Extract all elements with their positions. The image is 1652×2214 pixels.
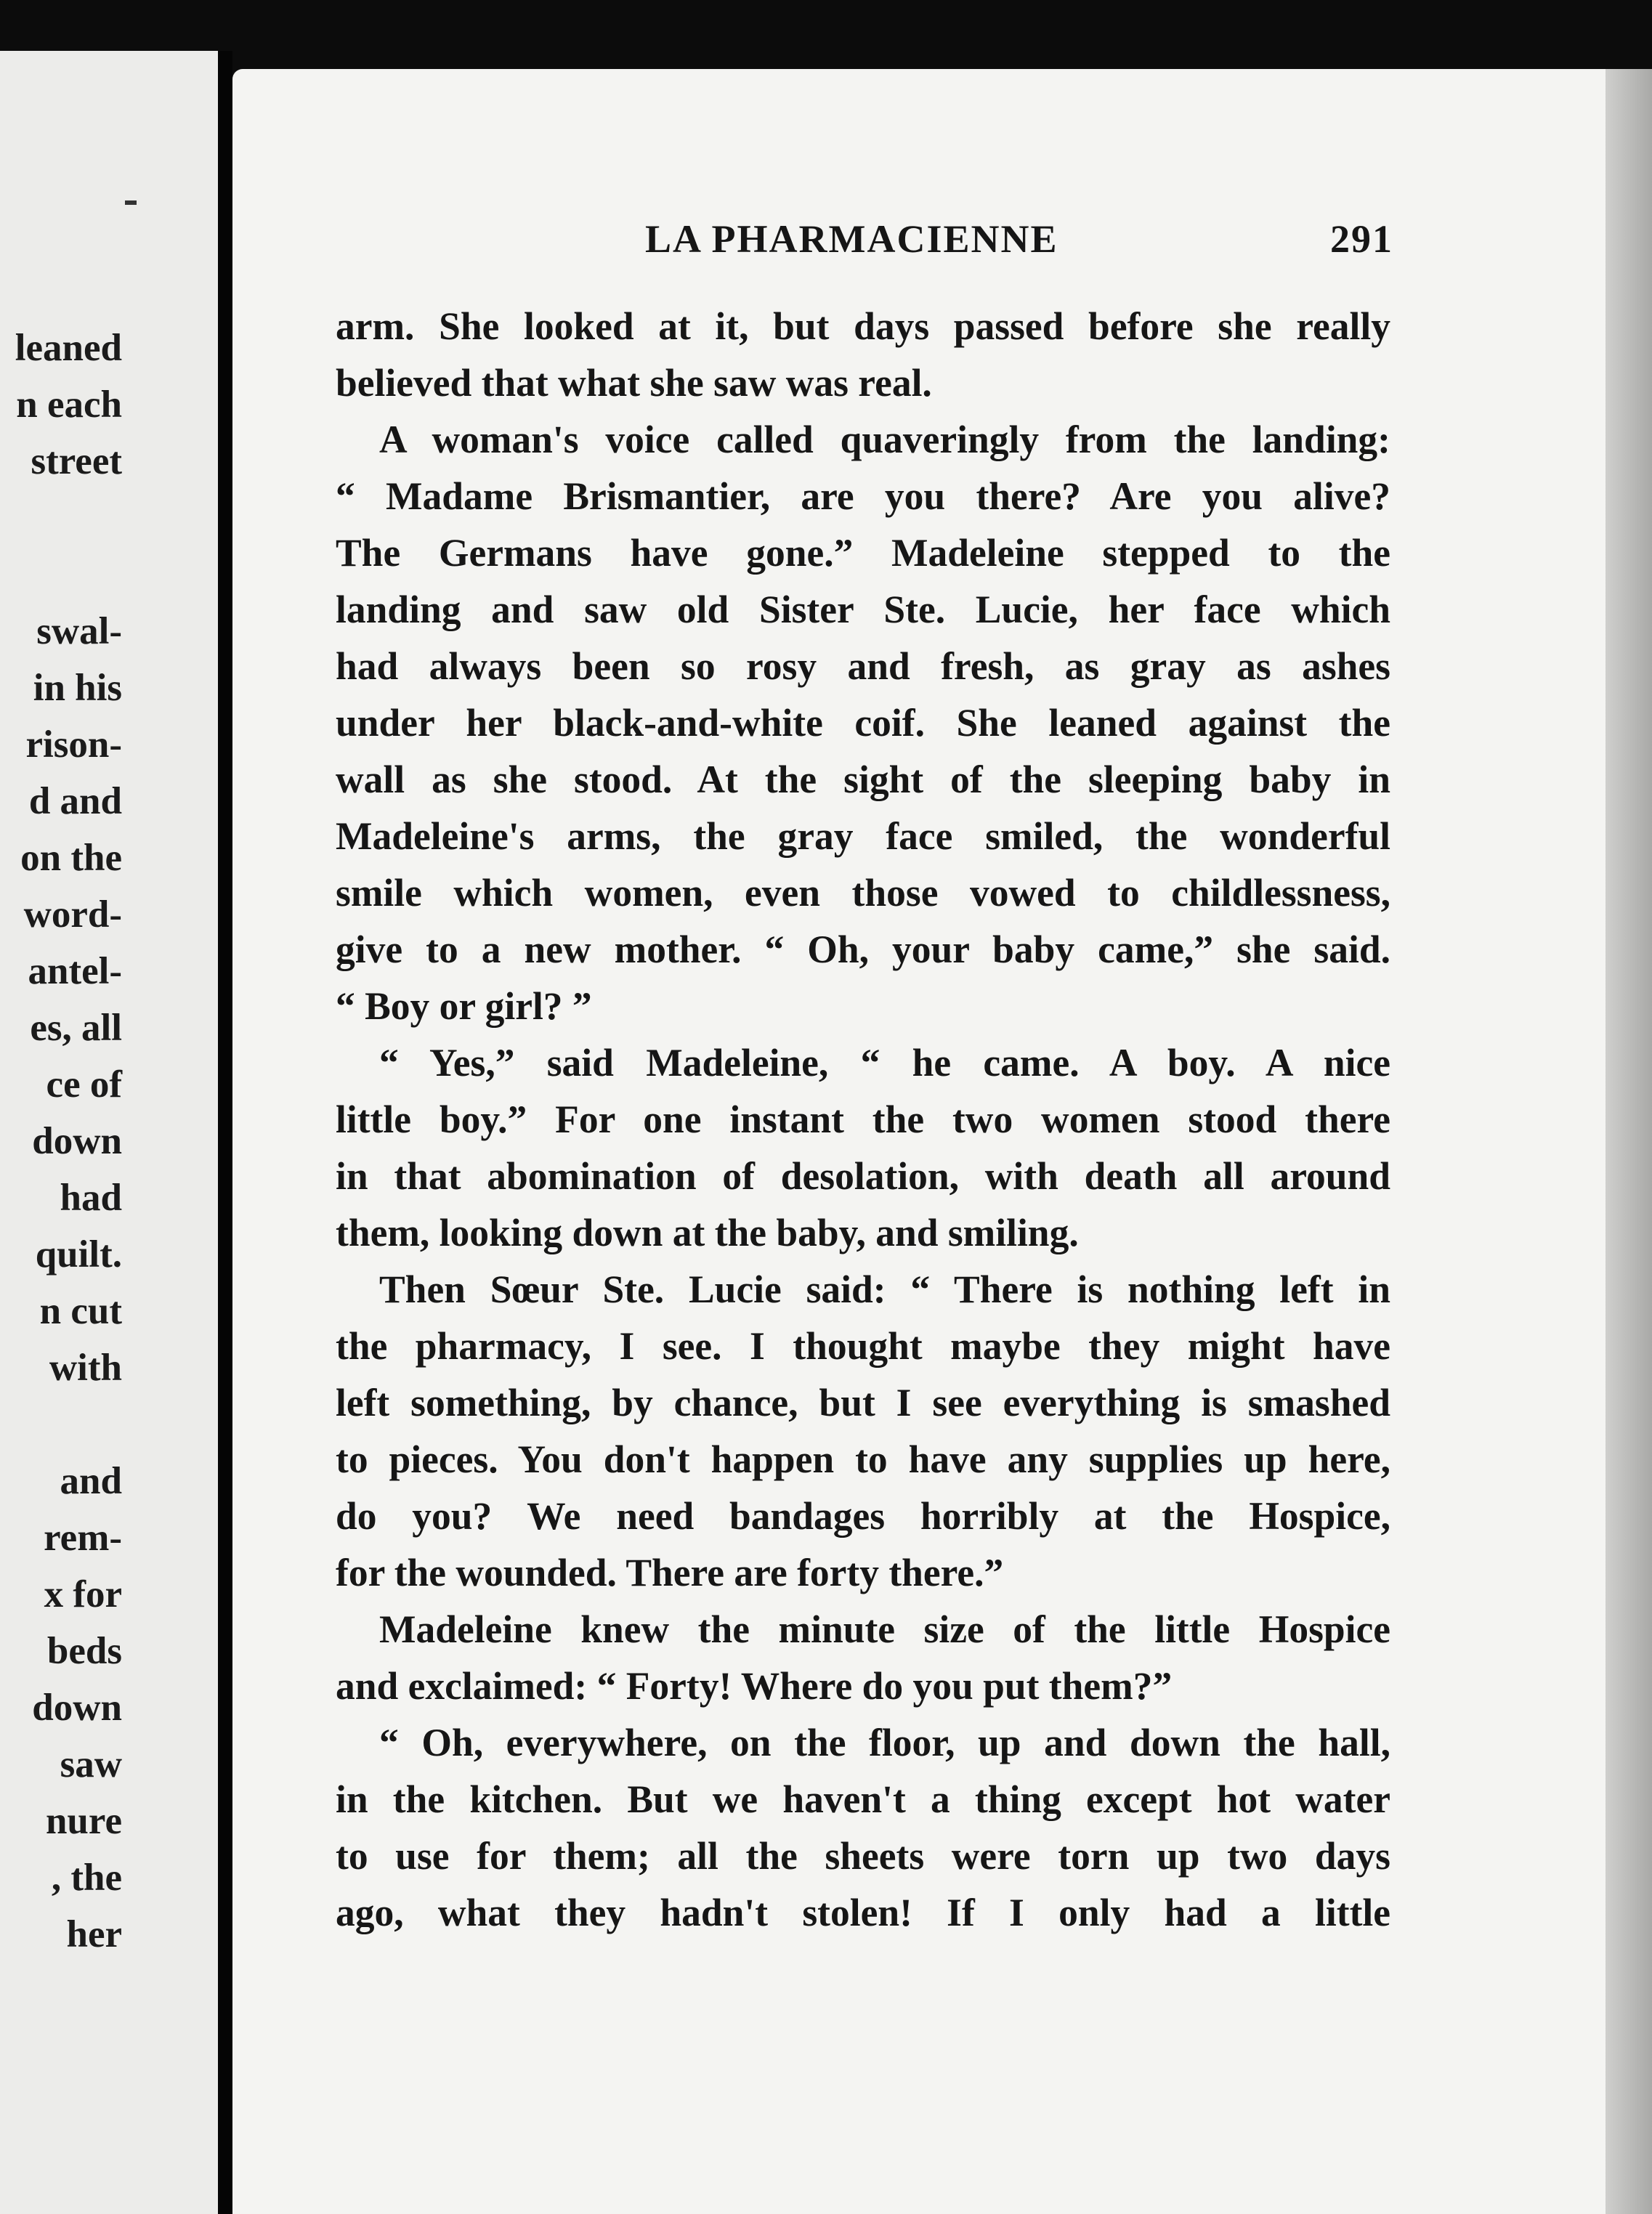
facing-page-fragment: , the: [51, 1857, 122, 1899]
facing-page-fragment: es, all: [30, 1007, 122, 1049]
body-text: [336, 298, 1390, 1941]
page-mark: [125, 200, 137, 205]
text-line: in the kitchen. But we haven't a thing except hot water: [336, 1777, 1390, 1821]
text-line: for the wounded. There are forty there.”: [336, 1551, 1004, 1594]
facing-page-fragment: beds: [46, 1630, 122, 1672]
facing-page-fragment: her: [66, 1913, 122, 1955]
text-line: under her black-and-white coif. She leaned against the: [336, 701, 1390, 745]
text-line: them, looking down at the baby, and smiling.: [336, 1211, 1079, 1254]
facing-page-fragment: swal-: [36, 610, 122, 652]
text-line: in that abomination of desolation, with death all around: [336, 1154, 1390, 1198]
facing-page-fragment: d and: [28, 780, 122, 822]
text-line: “ Oh, everywhere, on the floor, up and down the hall,: [379, 1721, 1390, 1764]
facing-page-fragment: x for: [44, 1573, 122, 1615]
text-line: the pharmacy, I see. I thought maybe they might have: [336, 1324, 1390, 1368]
page-edge: [1606, 69, 1652, 2214]
page-number: 291: [1330, 217, 1393, 261]
facing-page-fragment: in his: [33, 667, 122, 709]
text-line: give to a new mother. “ Oh, your baby came,” she said.: [336, 928, 1390, 971]
text-line: “ Boy or girl? ”: [336, 984, 592, 1028]
text-line: wall as she stood. At the sight of the sleeping baby in: [336, 758, 1390, 801]
facing-page-fragment: and: [60, 1460, 122, 1502]
facing-page-fragment: leaned: [15, 327, 122, 369]
text-line: to use for them; all the sheets were torn up two days: [336, 1834, 1390, 1878]
running-title: LA PHARMACIENNE: [645, 217, 1058, 261]
facing-page-fragment: n cut: [39, 1290, 122, 1332]
facing-page-fragment: ce of: [46, 1063, 122, 1106]
facing-page-left: [0, 51, 218, 2214]
facing-page-fragment: street: [31, 440, 122, 482]
text-line: had always been so rosy and fresh, as gray as ashes: [336, 644, 1390, 688]
text-line: left something, by chance, but I see everything is smashed: [336, 1381, 1390, 1424]
facing-page-fragment: with: [49, 1347, 122, 1389]
facing-page-fragment: rem-: [44, 1517, 122, 1559]
facing-page-fragment: quilt.: [35, 1233, 122, 1276]
text-line: and exclaimed: “ Forty! Where do you put them?”: [336, 1664, 1173, 1708]
facing-page-fragment: down: [32, 1120, 122, 1162]
facing-page-fragment: antel-: [28, 950, 122, 992]
text-line: ago, what they hadn't stolen! If I only had a little: [336, 1891, 1390, 1934]
facing-page-fragment: n each: [16, 384, 122, 426]
text-line: do you? We need bandages horribly at the Hospice,: [336, 1494, 1390, 1538]
text-line: smile which women, even those vowed to childlessness,: [336, 871, 1390, 915]
facing-page-fragment: nure: [45, 1800, 122, 1842]
text-line: little boy.” For one instant the two women stood there: [336, 1098, 1390, 1141]
facing-page-fragment: word-: [23, 893, 122, 936]
facing-page-fragment: on the: [20, 837, 122, 879]
page-header: [333, 216, 1393, 260]
text-line: believed that what she saw was real.: [336, 361, 932, 405]
facing-page-fragment: saw: [60, 1743, 122, 1785]
scan-background: [0, 0, 1652, 73]
text-line: landing and saw old Sister Ste. Lucie, her face which: [336, 588, 1390, 631]
text-line: Then Sœur Ste. Lucie said: “ There is nothing left in: [379, 1268, 1390, 1311]
text-line: Madeleine knew the minute size of the little Hospice: [379, 1607, 1390, 1651]
facing-page-fragment: had: [60, 1177, 122, 1219]
facing-page-fragment: rison-: [25, 723, 122, 766]
text-line: arm. She looked at it, but days passed before she really: [336, 304, 1390, 348]
facing-page-fragment: down: [32, 1687, 122, 1729]
text-line: “ Madame Brismantier, are you there? Are you alive?: [336, 474, 1390, 518]
text-line: A woman's voice called quaveringly from the landing:: [379, 418, 1390, 461]
text-line: Madeleine's arms, the gray face smiled, the wonderful: [336, 814, 1390, 858]
text-line: “ Yes,” said Madeleine, “ he came. A boy. A nice: [379, 1041, 1390, 1084]
text-line: to pieces. You don't happen to have any supplies up here,: [336, 1438, 1390, 1481]
book-gutter: [218, 51, 232, 2214]
text-line: The Germans have gone.” Madeleine stepped to the: [336, 531, 1390, 575]
